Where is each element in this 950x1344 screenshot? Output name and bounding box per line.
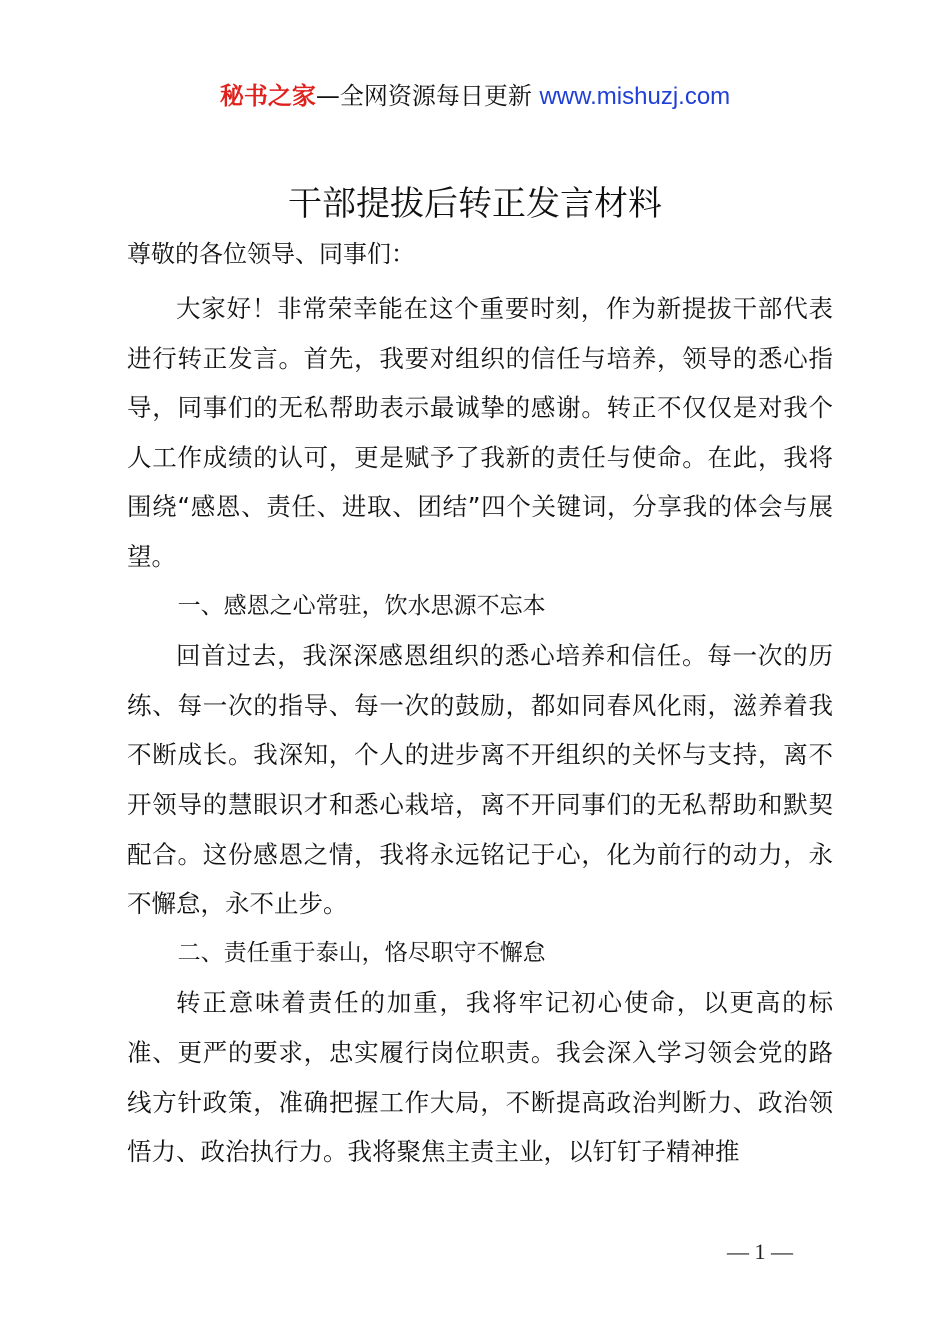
- paragraph-intro: 大家好！非常荣幸能在这个重要时刻，作为新提拔干部代表进行转正发言。首先，我要对组织的信任与培养，领导的悉心指导，同事们的无私帮助表示最诚挚的感谢。转正不仅仅是对我个人工作成绩的认可，更是赋予了我新的责任与使命。在此，我将围绕“感恩、责任、进取、团结”四个关键词，分享我的体会与展望。: [127, 294, 833, 571]
- site-header: [0, 80, 950, 113]
- section-heading-responsibility: 二、责任重于泰山，恪尽职守不懈怠: [177, 939, 546, 966]
- page-number: — 1 —: [727, 1239, 793, 1264]
- site-slogan: —全网资源每日更新: [315, 82, 532, 110]
- document-title: 干部提拔后转正发言材料: [288, 184, 662, 224]
- brand-name: 秘书之家: [219, 82, 316, 110]
- paragraph-gratitude: 回首过去，我深深感恩组织的悉心培养和信任。每一次的历练、每一次的指导、每一次的鼓励，都如同春风化雨，滋养着我不断成长。我深知，个人的进步离不开组织的关怀与支持，离不开领导的慧眼识才和悉心栽培，离不开同事们的无私帮助和默契配合。这份感恩之情，我将永远铭记于心，化为前行的动力，永不懈怠，永不止步。: [127, 641, 833, 919]
- document-body: [127, 284, 833, 1177]
- greeting: 尊敬的各位领导、同事们：: [127, 240, 415, 268]
- section-heading-gratitude: 一、感恩之心常驻，饮水思源不忘本: [177, 592, 546, 619]
- site-url: www.mishuzj.com: [539, 83, 731, 110]
- paragraph-responsibility: 转正意味着责任的加重，我将牢记初心使命，以更高的标准、更严的要求，忠实履行岗位职责。我会深入学习领会党的路线方针政策，准确把握工作大局，不断提高政治判断力、政治领悟力、政治执行力。我将聚焦主责主业，以钉钉子精神推: [127, 988, 833, 1167]
